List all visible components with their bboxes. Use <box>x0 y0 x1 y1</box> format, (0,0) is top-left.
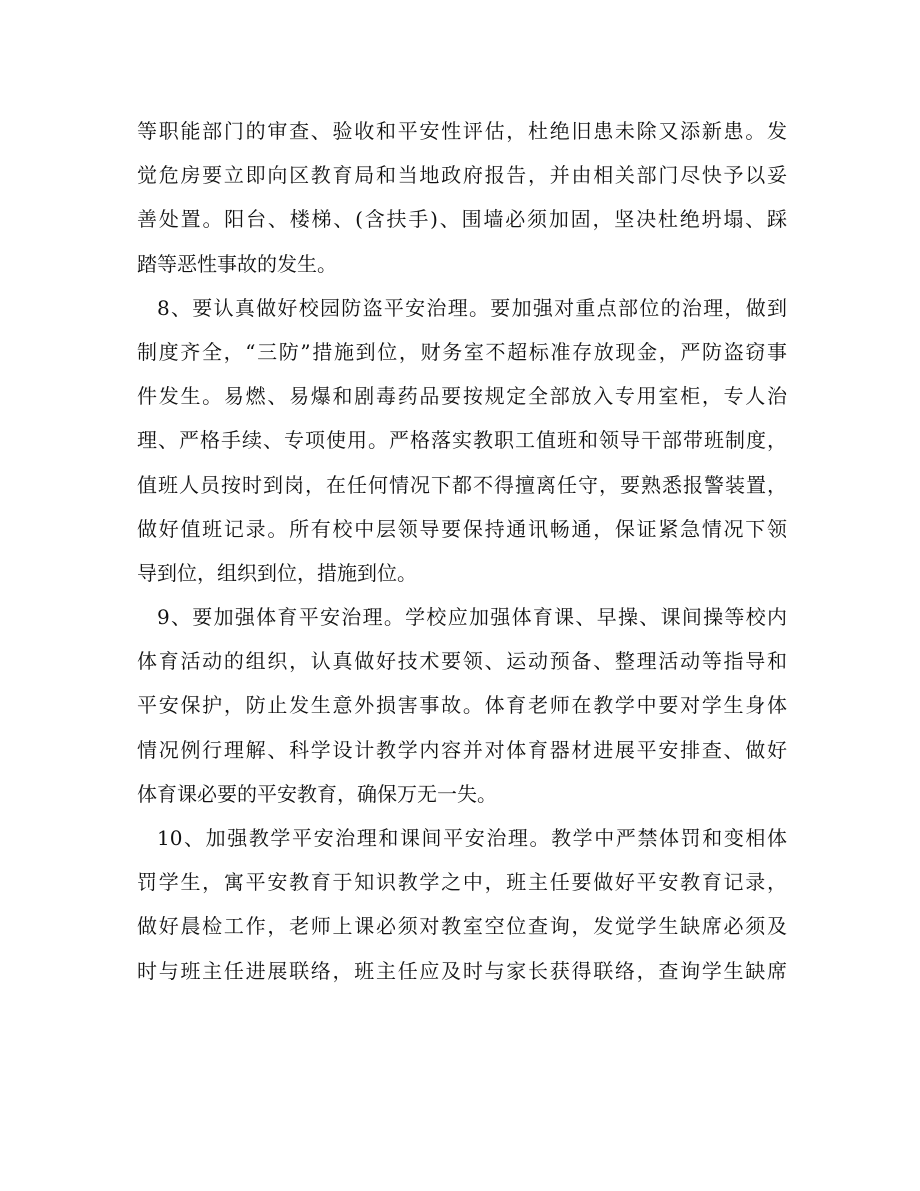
text-line: 情况例行理解、科学设计教学内容并对体育器材进展平安排查、做好 <box>137 737 787 762</box>
paragraph-continuation <box>137 109 787 286</box>
paragraph-item-10 <box>137 816 787 993</box>
text-line: 体育活动的组织，认真做好技术要领、运动预备、整理活动等指导和 <box>137 649 787 674</box>
paragraph-item-8 <box>137 286 787 595</box>
text-line: 做好值班记录。所有校中层领导要保持通讯畅通，保证紧急情况下领 <box>137 516 787 541</box>
text-line: 10、加强教学平安治理和课间平安治理。教学中严禁体罚和变相体 <box>157 826 787 850</box>
text-line: 罚学生，寓平安教育于知识教学之中，班主任要做好平安教育记录， <box>137 870 787 895</box>
text-line: 觉危房要立即向区教育局和当地政府报告，并由相关部门尽快予以妥 <box>137 163 787 188</box>
text-line: 值班人员按时到岗，在任何情况下都不得擅离任守，要熟悉报警装置， <box>137 472 787 497</box>
text-line: 踏等恶性事故的发生。 <box>137 251 337 276</box>
document-body <box>137 109 787 993</box>
paragraph-item-9 <box>137 595 787 816</box>
text-line: 等职能部门的审查、验收和平安性评估，杜绝旧患未除又添新患。发 <box>137 119 787 143</box>
text-line: 9、要加强体育平安治理。学校应加强体育课、早操、课间操等校内 <box>157 605 787 630</box>
text-line: 时与班主任进展联络，班主任应及时与家长获得联络，查询学生缺席 <box>137 958 787 983</box>
text-line: 做好晨检工作，老师上课必须对教室空位查询，发觉学生缺席必须及 <box>137 914 787 939</box>
text-line: 件发生。易燃、易爆和剧毒药品要按规定全部放入专用室柜，专人治 <box>137 384 787 409</box>
text-line: 善处置。阳台、楼梯、(含扶手)、围墙必须加固，坚决杜绝坍塌、踩 <box>137 207 787 232</box>
text-line: 导到位，组织到位，措施到位。 <box>137 560 417 585</box>
text-line: 体育课必要的平安教育，确保万无一失。 <box>137 781 497 806</box>
text-line: 平安保护，防止发生意外损害事故。体育老师在教学中要对学生身体 <box>137 693 787 718</box>
text-line: 制度齐全，“三防”措施到位，财务室不超标准存放现金，严防盗窃事 <box>137 339 787 364</box>
text-line: 理、严格手续、专项使用。严格落实教职工值班和领导干部带班制度， <box>137 428 787 453</box>
text-line: 8、要认真做好校园防盗平安治理。要加强对重点部位的治理，做到 <box>157 295 787 320</box>
